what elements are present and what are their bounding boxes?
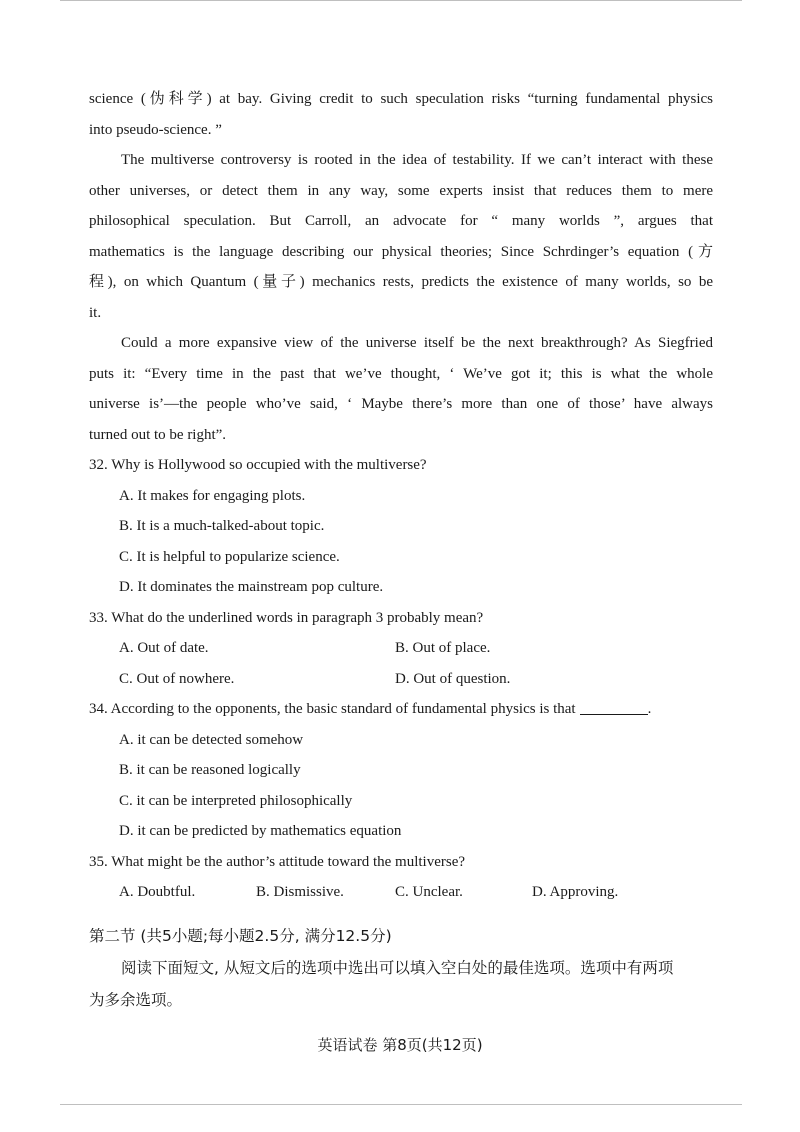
- question-35-options-row: [89, 877, 713, 908]
- question-32-option-c: C. It is helpful to popularize science.: [119, 548, 340, 565]
- question-32-option-d: D. It dominates the mainstream pop culture.: [119, 579, 384, 595]
- question-33-stem: 33. What do the underlined words in paragraph 3 probably mean?: [89, 609, 484, 626]
- exam-page: [89, 84, 713, 1016]
- question-33-option-c: C. Out of nowhere.: [119, 670, 235, 687]
- passage-line: other universes, or detect them in any way, some experts insist that reduces them to mere: [89, 182, 713, 199]
- question-35-option-a: A. Doubtful.: [119, 884, 196, 900]
- answer-blank: [580, 700, 648, 715]
- question-32-option-a: A. It makes for engaging plots.: [119, 487, 306, 504]
- section-2-instruction: 阅读下面短文, 从短文后的选项中选出可以填入空白处的最佳选项。选项中有两项: [121, 958, 674, 977]
- question-33-option-d: D. Out of question.: [395, 670, 511, 687]
- passage-line: mathematics is the language describing our physical theories; Since Schrdinger’s equation (方: [89, 243, 713, 260]
- passage-line: turned out to be right”.: [89, 426, 227, 443]
- question-33-option-b: B. Out of place.: [395, 640, 491, 656]
- top-divider: [60, 0, 742, 1]
- question-34-option-b: B. it can be reasoned logically: [119, 762, 301, 778]
- question-35-option-c: C. Unclear.: [395, 884, 463, 900]
- question-34-option-a: A. it can be detected somehow: [119, 731, 304, 748]
- question-32-option-b: B. It is a much-talked-about topic.: [119, 518, 325, 534]
- section-2-heading: 第二节 (共5小题;每小题2.5分, 满分12.5分): [89, 926, 392, 945]
- passage-line: philosophical speculation. But Carroll, an advocate for “ many worlds ”, argues that: [89, 213, 713, 229]
- question-35-stem: 35. What might be the author’s attitude toward the multiverse?: [89, 853, 466, 870]
- page-footer: 英语试卷 第8页(共12页): [317, 1036, 483, 1054]
- question-34-option-d: D. it can be predicted by mathematics equation: [119, 823, 402, 839]
- question-34-stem-line: [89, 694, 713, 725]
- question-34-stem: 34. According to the opponents, the basic standard of fundamental physics is that: [89, 701, 576, 717]
- question-33-option-a: A. Out of date.: [119, 640, 209, 656]
- passage-line: universe is’—the people who’ve said, ‘ Maybe there’s more than one of those’ have always: [89, 396, 713, 412]
- passage-line: Could a more expansive view of the universe itself be the next breakthrough? As Siegfried: [121, 335, 713, 351]
- question-35-option-d: D. Approving.: [532, 884, 619, 900]
- question-34-option-c: C. it can be interpreted philosophically: [119, 792, 353, 809]
- section-2: [89, 920, 713, 1016]
- question-34-period: .: [647, 701, 652, 717]
- passage-line: The multiverse controversy is rooted in the idea of testability. If we can’t interact with these: [121, 152, 713, 168]
- passage-line: science (伪科学) at bay. Giving credit to such speculation risks “turning fundamental physics: [89, 91, 713, 107]
- question-32-stem: 32. Why is Hollywood so occupied with the multiverse?: [89, 457, 427, 473]
- question-35-option-b: B. Dismissive.: [256, 884, 344, 900]
- section-2-instruction-cont: 为多余选项。: [89, 990, 183, 1009]
- passage-line: 程), on which Quantum (量子) mechanics rests, predicts the existence of many worlds, so be: [89, 274, 713, 290]
- bottom-divider: [60, 1104, 742, 1105]
- passage-line: puts it: “Every time in the past that we’ve thought, ‘ We’ve got it; this is what the whole: [89, 365, 713, 382]
- passage-line: into pseudo-science. ”: [89, 121, 222, 138]
- question-33-options-row-1: [89, 633, 713, 664]
- question-33-options-row-2: [89, 664, 713, 695]
- passage-line: it.: [89, 304, 102, 321]
